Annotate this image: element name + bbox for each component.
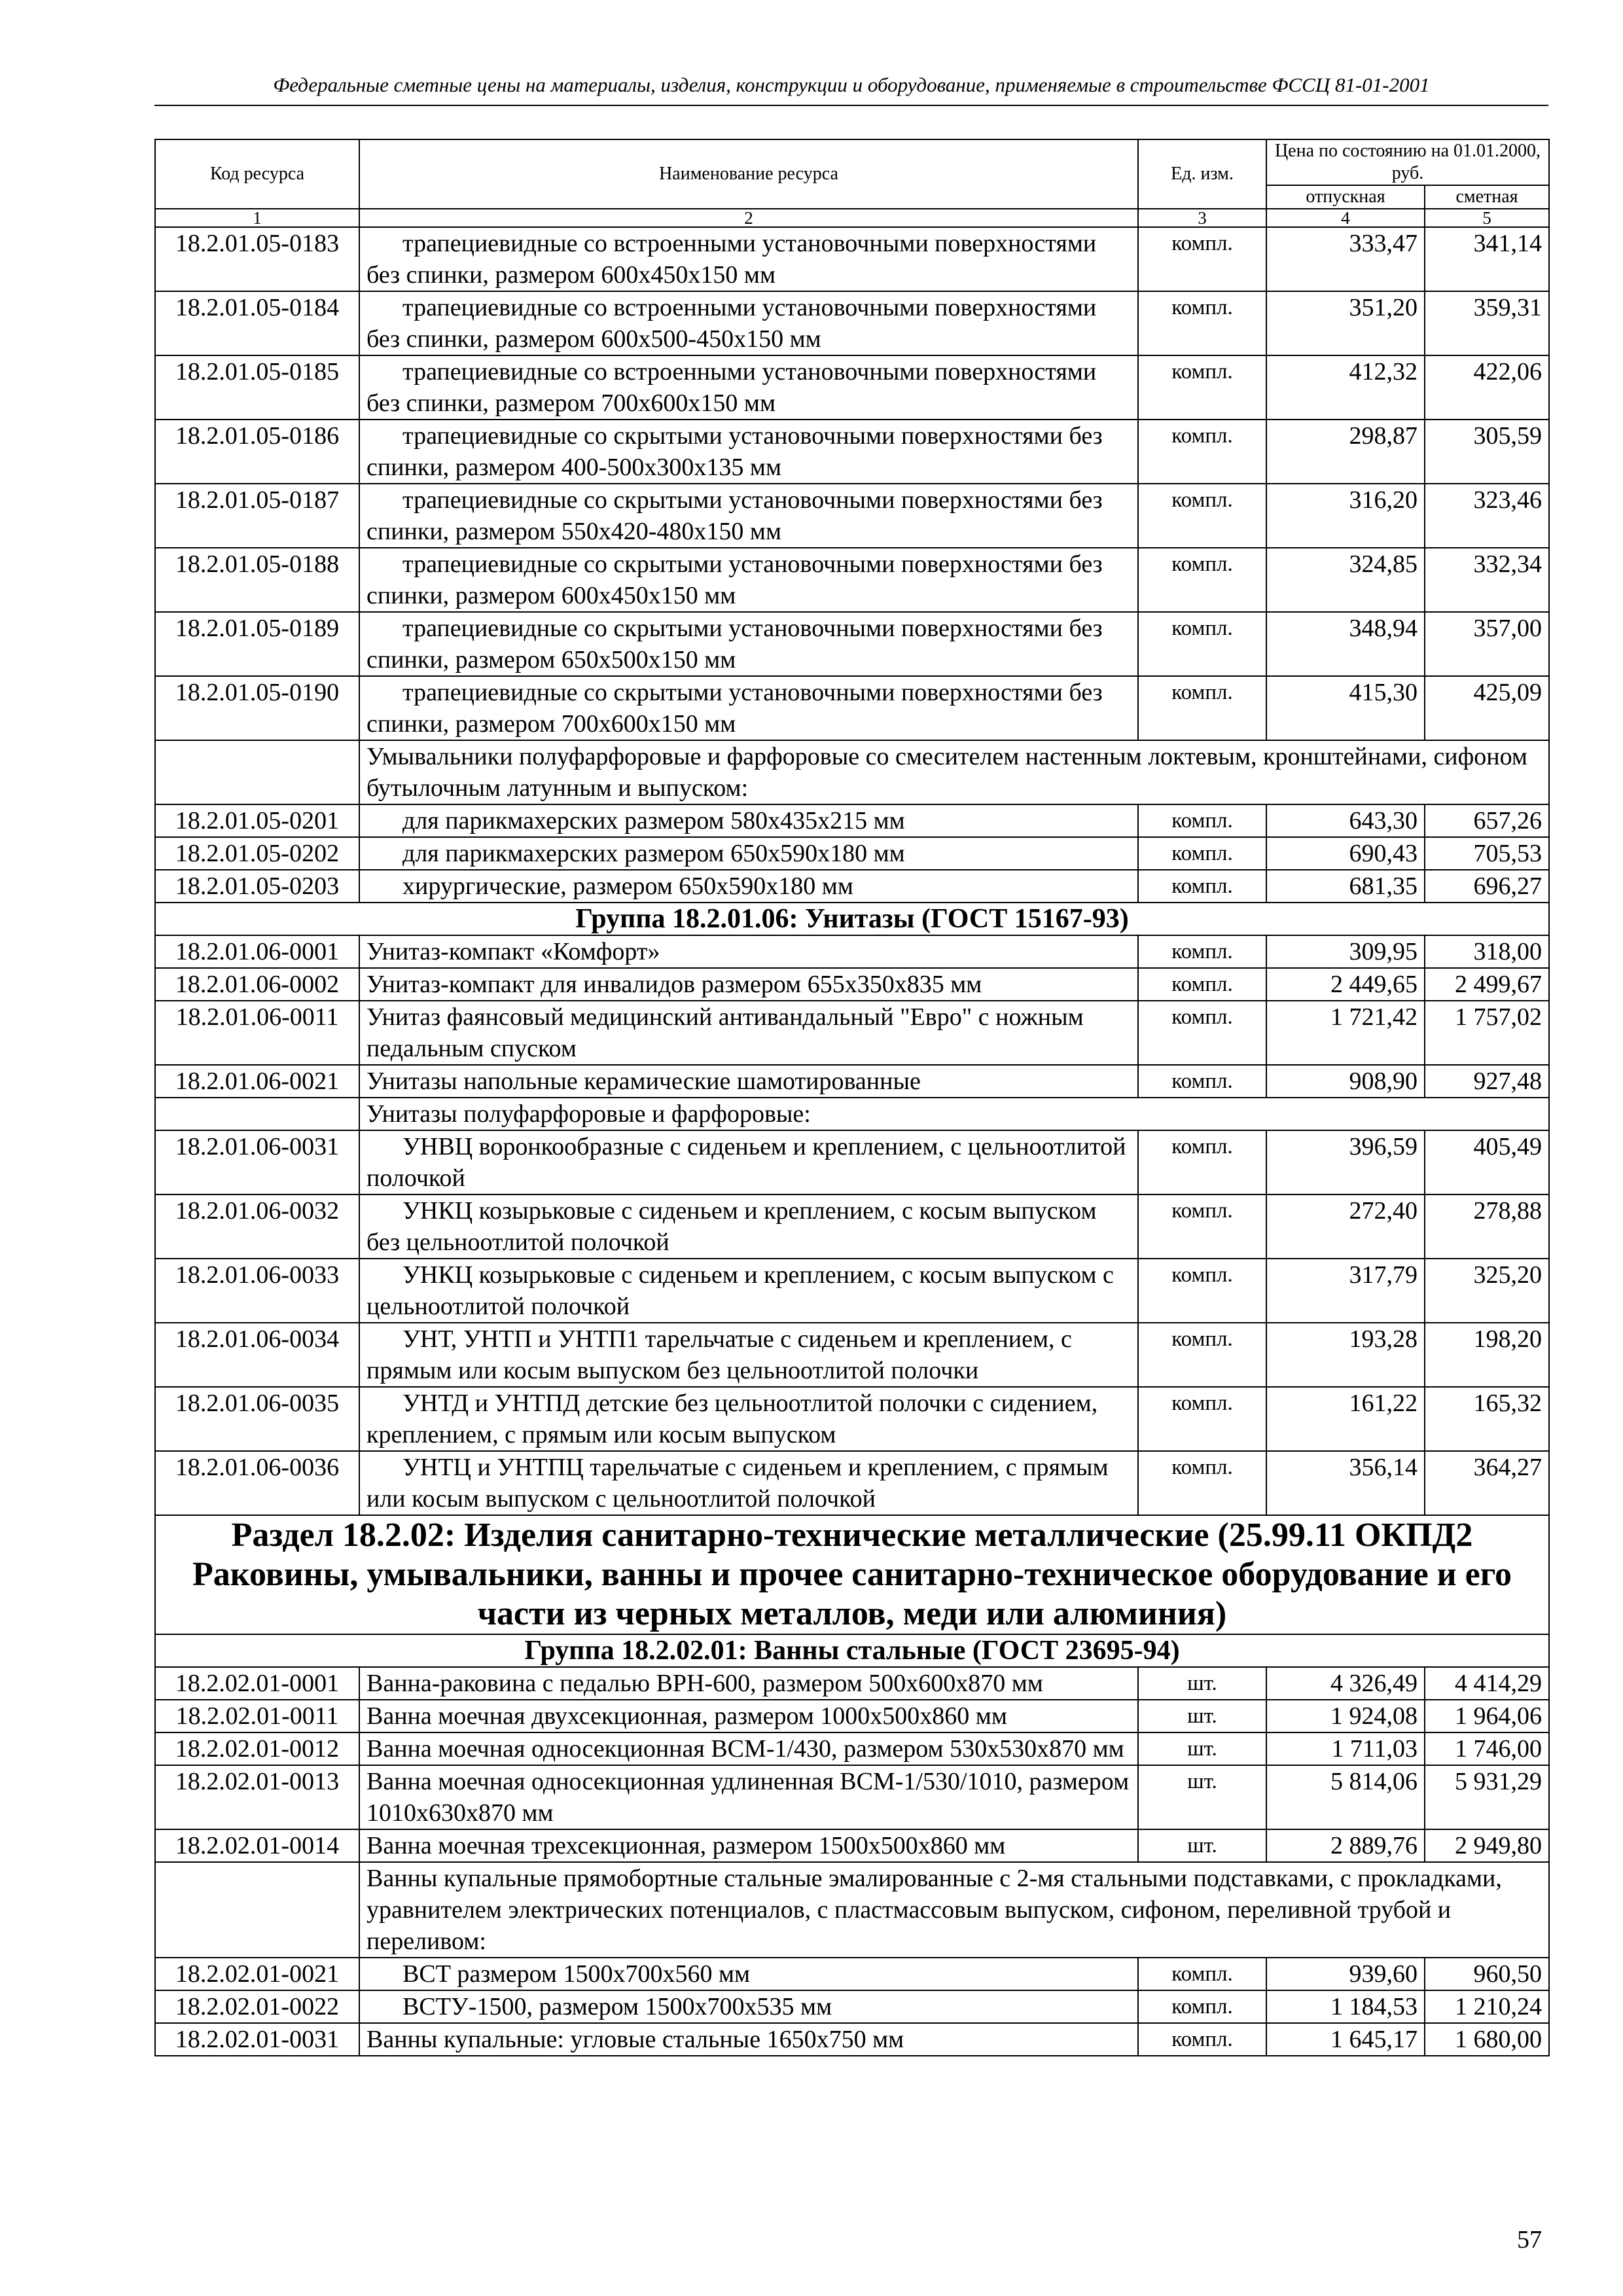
resource-name-text: УНКЦ козырьковые с сиденьем и креплением, с косым выпуском с цельноотлитой полочкой — [366, 1261, 1114, 1320]
price-release: 1 645,17 — [1266, 2023, 1425, 2056]
resource-unit: компл. — [1138, 1451, 1266, 1515]
resource-code: 18.2.01.05-0203 — [155, 870, 359, 903]
resource-name-text: для парикмахерских размером 580х435х215 мм — [402, 807, 905, 834]
header-unit: Ед. изм. — [1138, 139, 1266, 209]
price-release: 643,30 — [1266, 804, 1425, 837]
price-release: 396,59 — [1266, 1130, 1425, 1194]
price-estimate: 341,14 — [1425, 227, 1549, 291]
resource-name-text: для парикмахерских размером 650х590х180 мм — [402, 840, 905, 867]
resource-unit: компл. — [1138, 1259, 1266, 1323]
resource-name-text: трапециевидные со встроенными установочными поверхностями без спинки, размером 700х600х150 мм — [366, 358, 1097, 417]
price-estimate: 1 210,24 — [1425, 1990, 1549, 2023]
price-release: 272,40 — [1266, 1194, 1425, 1259]
resource-name-text: УНКЦ козырьковые с сиденьем и креплением, с косым выпуском без цельноотлитой полочкой — [366, 1197, 1097, 1256]
price-release: 348,94 — [1266, 612, 1425, 676]
resource-name — [359, 612, 1138, 676]
subheading-text: Умывальники полуфарфоровые и фарфоровые со смесителем настенным локтевым, кронштейнами, сифоном бутылочным латунным и выпуском: — [359, 740, 1549, 804]
table-row — [155, 968, 1549, 1001]
table-row — [155, 1001, 1549, 1065]
resource-name — [359, 291, 1138, 355]
table-row — [155, 676, 1549, 740]
price-estimate: 696,27 — [1425, 870, 1549, 903]
price-estimate: 960,50 — [1425, 1958, 1549, 1990]
resource-unit: шт. — [1138, 1829, 1266, 1862]
price-release: 298,87 — [1266, 420, 1425, 484]
resource-name-text: УНТЦ и УНТПЦ тарельчатые с сиденьем и креплением, с прямым или косым выпуском с цельноотлитой полочкой — [366, 1454, 1109, 1513]
subheading-row — [155, 1098, 1549, 1130]
table-row — [155, 870, 1549, 903]
resource-unit: компл. — [1138, 484, 1266, 548]
resource-name — [359, 484, 1138, 548]
price-estimate: 705,53 — [1425, 837, 1549, 870]
header-price-estimate: сметная — [1425, 185, 1549, 209]
resource-unit: компл. — [1138, 291, 1266, 355]
resource-code: 18.2.01.06-0031 — [155, 1130, 359, 1194]
price-estimate: 1 964,06 — [1425, 1700, 1549, 1732]
price-estimate: 657,26 — [1425, 804, 1549, 837]
resource-name-text: трапециевидные со скрытыми установочными поверхностями без спинки, размером 600х450х150 мм — [366, 550, 1103, 609]
group-heading-row — [155, 903, 1549, 935]
resource-name-text: хирургические, размером 650х590х180 мм — [402, 872, 853, 900]
resource-code: 18.2.01.05-0190 — [155, 676, 359, 740]
resource-code: 18.2.01.05-0189 — [155, 612, 359, 676]
price-estimate: 1 746,00 — [1425, 1732, 1549, 1765]
resource-code: 18.2.02.01-0011 — [155, 1700, 359, 1732]
table-row — [155, 837, 1549, 870]
price-estimate: 4 414,29 — [1425, 1667, 1549, 1700]
resource-name-text: трапециевидные со скрытыми установочными поверхностями без спинки, размером 400-500х300х135 мм — [366, 422, 1103, 481]
price-estimate: 323,46 — [1425, 484, 1549, 548]
resource-unit: компл. — [1138, 935, 1266, 968]
resource-code: 18.2.01.05-0183 — [155, 227, 359, 291]
page-header: Федеральные сметные цены на материалы, изделия, конструкции и оборудование, применяемые в строительстве ФССЦ 81-01-2001 — [273, 73, 1430, 96]
price-estimate: 405,49 — [1425, 1130, 1549, 1194]
resource-code: 18.2.01.05-0187 — [155, 484, 359, 548]
table-row — [155, 1829, 1549, 1862]
table-row — [155, 1700, 1549, 1732]
price-release: 351,20 — [1266, 291, 1425, 355]
resource-unit: компл. — [1138, 227, 1266, 291]
resource-unit: компл. — [1138, 1194, 1266, 1259]
column-number: 2 — [359, 209, 1138, 227]
resource-code: 18.2.01.05-0184 — [155, 291, 359, 355]
column-number: 5 — [1425, 209, 1549, 227]
table-row — [155, 1323, 1549, 1387]
resource-unit: компл. — [1138, 804, 1266, 837]
resource-unit: компл. — [1138, 1323, 1266, 1387]
resource-name: Унитаз-компакт «Комфорт» — [359, 935, 1138, 968]
price-estimate: 325,20 — [1425, 1259, 1549, 1323]
price-estimate: 2 949,80 — [1425, 1829, 1549, 1862]
resource-unit: компл. — [1138, 548, 1266, 612]
table-row — [155, 1732, 1549, 1765]
section-heading: Раздел 18.2.02: Изделия санитарно-технические металлические (25.99.11 ОКПД2 Раковины, умывальники, ванны и прочее санитарно-техническое оборудование и его части из черных металлов, меди или алюминия) — [155, 1515, 1549, 1634]
price-estimate: 332,34 — [1425, 548, 1549, 612]
price-release: 1 721,42 — [1266, 1001, 1425, 1065]
resource-code: 18.2.01.05-0185 — [155, 355, 359, 420]
resource-name — [359, 420, 1138, 484]
price-release: 412,32 — [1266, 355, 1425, 420]
price-estimate: 1 757,02 — [1425, 1001, 1549, 1065]
resource-code: 18.2.01.05-0186 — [155, 420, 359, 484]
resource-code: 18.2.01.05-0188 — [155, 548, 359, 612]
resource-name: Ванна моечная трехсекционная, размером 1500х500х860 мм — [359, 1829, 1138, 1862]
resource-unit: компл. — [1138, 837, 1266, 870]
table-row — [155, 484, 1549, 548]
price-estimate: 364,27 — [1425, 1451, 1549, 1515]
resource-unit: компл. — [1138, 2023, 1266, 2056]
header-name: Наименование ресурса — [359, 139, 1138, 209]
resource-unit: компл. — [1138, 612, 1266, 676]
table-row — [155, 1194, 1549, 1259]
table-row — [155, 804, 1549, 837]
price-release: 4 326,49 — [1266, 1667, 1425, 1700]
resource-unit: компл. — [1138, 1387, 1266, 1451]
table-row — [155, 2023, 1549, 2056]
resource-name-text: трапециевидные со встроенными установочными поверхностями без спинки, размером 600х500-450х150 мм — [366, 294, 1097, 353]
table-row — [155, 935, 1549, 968]
price-estimate: 425,09 — [1425, 676, 1549, 740]
resource-unit: шт. — [1138, 1765, 1266, 1829]
resource-name: Ванна моечная односекционная удлиненная ВСМ-1/530/1010, размером 1010х630х870 мм — [359, 1765, 1138, 1829]
price-estimate: 278,88 — [1425, 1194, 1549, 1259]
resource-code: 18.2.02.01-0001 — [155, 1667, 359, 1700]
resource-code: 18.2.02.01-0031 — [155, 2023, 359, 2056]
table-row — [155, 227, 1549, 291]
price-release: 324,85 — [1266, 548, 1425, 612]
resource-name-text: трапециевидные со скрытыми установочными поверхностями без спинки, размером 650х500х150 мм — [366, 615, 1103, 673]
price-release: 1 711,03 — [1266, 1732, 1425, 1765]
column-number: 4 — [1266, 209, 1425, 227]
resource-name — [359, 1194, 1138, 1259]
resource-code: 18.2.02.01-0022 — [155, 1990, 359, 2023]
subheading-row — [155, 740, 1549, 804]
resource-code: 18.2.02.01-0013 — [155, 1765, 359, 1829]
price-release: 2 449,65 — [1266, 968, 1425, 1001]
resource-name — [359, 355, 1138, 420]
table-row — [155, 612, 1549, 676]
resource-code: 18.2.01.06-0001 — [155, 935, 359, 968]
resource-name — [359, 1990, 1138, 2023]
price-release: 333,47 — [1266, 227, 1425, 291]
resource-name-text: трапециевидные со скрытыми установочными поверхностями без спинки, размером 550х420-480х150 мм — [366, 486, 1103, 545]
empty-code-cell — [155, 1862, 359, 1958]
resource-name — [359, 676, 1138, 740]
price-estimate: 198,20 — [1425, 1323, 1549, 1387]
resource-code: 18.2.02.01-0014 — [155, 1829, 359, 1862]
header-rule — [154, 105, 1548, 106]
resource-name-text: ВСТУ-1500, размером 1500х700х535 мм — [402, 1993, 832, 2020]
price-release: 193,28 — [1266, 1323, 1425, 1387]
price-release: 681,35 — [1266, 870, 1425, 903]
table-row — [155, 1065, 1549, 1098]
resource-name — [359, 227, 1138, 291]
empty-code-cell — [155, 1098, 359, 1130]
resource-name-text: УНТД и УНТПД детские без цельноотлитой полочки с сидением, креплением, с прямым или косым выпуском — [366, 1390, 1098, 1448]
table-row — [155, 291, 1549, 355]
table-row — [155, 1667, 1549, 1700]
resource-name: Ванна-раковина с педалью ВРН-600, размером 500х600х870 мм — [359, 1667, 1138, 1700]
price-release: 939,60 — [1266, 1958, 1425, 1990]
resource-name — [359, 548, 1138, 612]
header-price-title: Цена по состоянию на 01.01.2000, руб. — [1266, 139, 1549, 185]
price-release: 415,30 — [1266, 676, 1425, 740]
table-row — [155, 1130, 1549, 1194]
resource-unit: компл. — [1138, 1958, 1266, 1990]
price-release: 356,14 — [1266, 1451, 1425, 1515]
price-release: 316,20 — [1266, 484, 1425, 548]
resource-code: 18.2.01.06-0034 — [155, 1323, 359, 1387]
price-release: 2 889,76 — [1266, 1829, 1425, 1862]
resource-name — [359, 1323, 1138, 1387]
section-heading-row — [155, 1515, 1549, 1634]
resource-name: Ванна моечная двухсекционная, размером 1000х500х860 мм — [359, 1700, 1138, 1732]
table-row — [155, 355, 1549, 420]
resource-name — [359, 1387, 1138, 1451]
table-body — [155, 227, 1549, 2056]
subheading-text: Унитазы полуфарфоровые и фарфоровые: — [359, 1098, 1549, 1130]
price-estimate: 1 680,00 — [1425, 2023, 1549, 2056]
resource-code: 18.2.02.01-0021 — [155, 1958, 359, 1990]
price-estimate: 357,00 — [1425, 612, 1549, 676]
column-number: 1 — [155, 209, 359, 227]
resource-unit: компл. — [1138, 968, 1266, 1001]
table-row — [155, 1765, 1549, 1829]
table-row — [155, 1451, 1549, 1515]
table-row — [155, 548, 1549, 612]
resource-code: 18.2.01.06-0032 — [155, 1194, 359, 1259]
table-row — [155, 420, 1549, 484]
resource-name — [359, 837, 1138, 870]
price-release: 5 814,06 — [1266, 1765, 1425, 1829]
column-number: 3 — [1138, 209, 1266, 227]
price-estimate: 5 931,29 — [1425, 1765, 1549, 1829]
group-heading: Группа 18.2.02.01: Ванны стальные (ГОСТ 23695-94) — [155, 1634, 1549, 1667]
resource-unit: компл. — [1138, 355, 1266, 420]
resource-unit: компл. — [1138, 676, 1266, 740]
table-row — [155, 1259, 1549, 1323]
resource-code: 18.2.01.06-0035 — [155, 1387, 359, 1451]
group-heading: Группа 18.2.01.06: Унитазы (ГОСТ 15167-93) — [155, 903, 1549, 935]
resource-name: Унитаз фаянсовый медицинский антивандальный "Евро" с ножным педальным спуском — [359, 1001, 1138, 1065]
header-code: Код ресурса — [155, 139, 359, 209]
price-release: 1 924,08 — [1266, 1700, 1425, 1732]
resource-unit: компл. — [1138, 870, 1266, 903]
resource-code: 18.2.01.05-0202 — [155, 837, 359, 870]
price-estimate: 305,59 — [1425, 420, 1549, 484]
resource-name-text: УНВЦ воронкообразные с сиденьем и креплением, с цельноотлитой полочкой — [366, 1133, 1126, 1192]
resource-unit: компл. — [1138, 1990, 1266, 2023]
resource-name — [359, 1259, 1138, 1323]
resource-name — [359, 870, 1138, 903]
table-row — [155, 1990, 1549, 2023]
resource-name — [359, 1130, 1138, 1194]
price-release: 161,22 — [1266, 1387, 1425, 1451]
resource-code: 18.2.01.06-0033 — [155, 1259, 359, 1323]
page-number: 57 — [1517, 2226, 1542, 2253]
resource-name — [359, 1958, 1138, 1990]
resource-unit: шт. — [1138, 1700, 1266, 1732]
price-estimate: 422,06 — [1425, 355, 1549, 420]
resource-unit: шт. — [1138, 1667, 1266, 1700]
price-release: 309,95 — [1266, 935, 1425, 968]
resource-name-text: УНТ, УНТП и УНТП1 тарельчатые с сиденьем и креплением, с прямым или косым выпуском без цельноотлитой полочки — [366, 1325, 1072, 1384]
resource-name: Унитазы напольные керамические шамотированные — [359, 1065, 1138, 1098]
price-estimate: 318,00 — [1425, 935, 1549, 968]
resource-unit: компл. — [1138, 1065, 1266, 1098]
resource-name: Ванны купальные: угловые стальные 1650х750 мм — [359, 2023, 1138, 2056]
resource-unit: компл. — [1138, 1130, 1266, 1194]
resource-code: 18.2.01.06-0011 — [155, 1001, 359, 1065]
resource-code: 18.2.02.01-0012 — [155, 1732, 359, 1765]
price-release: 317,79 — [1266, 1259, 1425, 1323]
resource-name-text: ВСТ размером 1500х700х560 мм — [402, 1960, 751, 1988]
resource-code: 18.2.01.06-0002 — [155, 968, 359, 1001]
resource-unit: шт. — [1138, 1732, 1266, 1765]
table-row — [155, 1958, 1549, 1990]
resource-name-text: трапециевидные со встроенными установочными поверхностями без спинки, размером 600х450х150 мм — [366, 230, 1097, 289]
price-estimate: 359,31 — [1425, 291, 1549, 355]
price-table-container — [154, 139, 1548, 2056]
resource-unit: компл. — [1138, 1001, 1266, 1065]
price-estimate: 927,48 — [1425, 1065, 1549, 1098]
resource-name-text: трапециевидные со скрытыми установочными поверхностями без спинки, размером 700х600х150 мм — [366, 679, 1103, 738]
resource-name — [359, 1451, 1138, 1515]
header-price-release: отпускная — [1266, 185, 1425, 209]
resource-code: 18.2.01.05-0201 — [155, 804, 359, 837]
subheading-row — [155, 1862, 1549, 1958]
group-heading-row — [155, 1634, 1549, 1667]
subheading-text: Ванны купальные прямобортные стальные эмалированные с 2-мя стальными подставками, с прокладками, уравнителем электрических потенциалов, с пластмассовым выпуском, сифоном, переливной трубой и переливом: — [359, 1862, 1549, 1958]
resource-name: Ванна моечная односекционная ВСМ-1/430, размером 530х530х870 мм — [359, 1732, 1138, 1765]
price-release: 908,90 — [1266, 1065, 1425, 1098]
price-estimate: 165,32 — [1425, 1387, 1549, 1451]
resource-code: 18.2.01.06-0021 — [155, 1065, 359, 1098]
price-estimate: 2 499,67 — [1425, 968, 1549, 1001]
table-row — [155, 1387, 1549, 1451]
resource-name: Унитаз-компакт для инвалидов размером 655х350х835 мм — [359, 968, 1138, 1001]
price-release: 1 184,53 — [1266, 1990, 1425, 2023]
resource-name — [359, 804, 1138, 837]
price-release: 690,43 — [1266, 837, 1425, 870]
price-table — [154, 139, 1550, 2056]
resource-unit: компл. — [1138, 420, 1266, 484]
resource-code: 18.2.01.06-0036 — [155, 1451, 359, 1515]
empty-code-cell — [155, 740, 359, 804]
